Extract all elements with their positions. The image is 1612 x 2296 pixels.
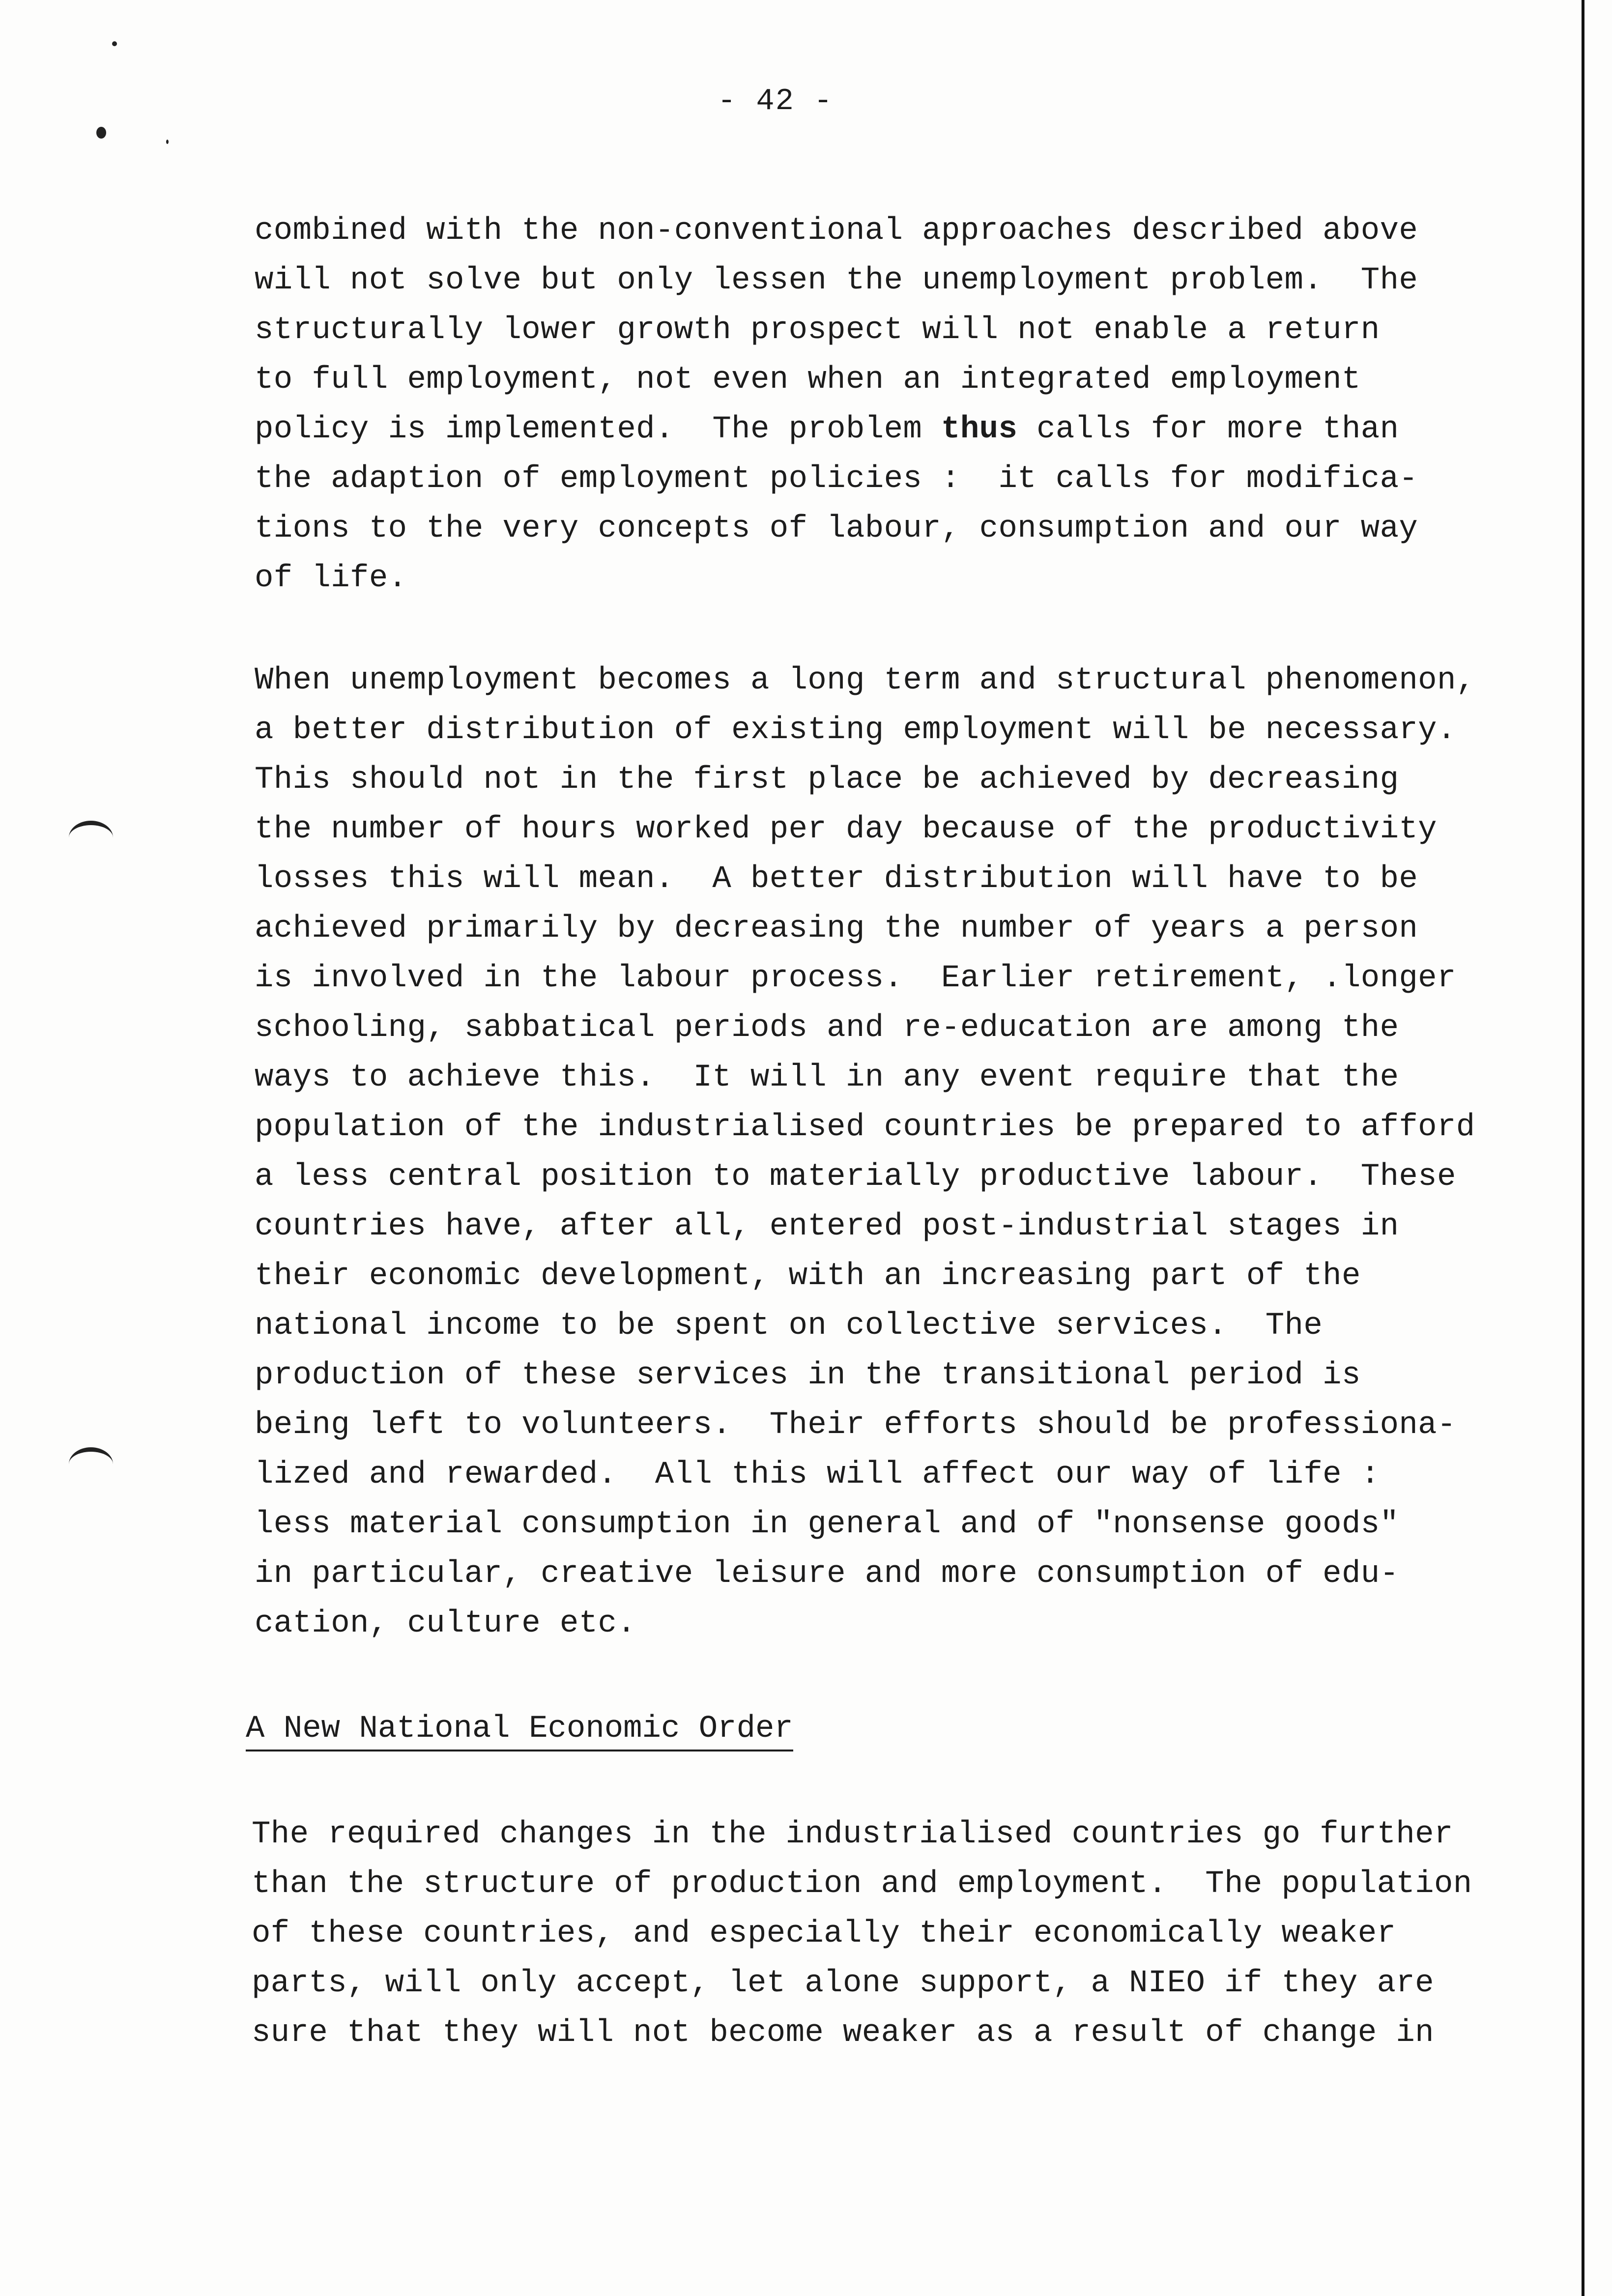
paragraph-3 bbox=[252, 1810, 1539, 2058]
text-line: than the structure of production and employment. The population bbox=[252, 1866, 1472, 1902]
text-line: This should not in the first place be achieved by decreasing bbox=[255, 762, 1399, 798]
text-line: tions to the very concepts of labour, consumption and our way bbox=[255, 511, 1418, 546]
text-line: of life. bbox=[255, 561, 407, 596]
text-line: cation, culture etc. bbox=[255, 1606, 636, 1641]
scan-speck bbox=[112, 41, 117, 46]
text-line: sure that they will not become weaker as a result of change in bbox=[252, 2015, 1434, 2051]
text-line: When unemployment becomes a long term and structural phenomenon, bbox=[255, 663, 1475, 698]
text-line: production of these services in the transitional period is bbox=[255, 1358, 1361, 1393]
text-segment: policy is implemented. The problem bbox=[255, 412, 942, 447]
text-line: of these countries, and especially their economically weaker bbox=[252, 1916, 1396, 1952]
punch-hole-mark bbox=[69, 1447, 113, 1481]
text-line: The required changes in the industrialised countries go further bbox=[252, 1817, 1453, 1852]
text-line: will not solve but only lessen the unemployment problem. The bbox=[255, 263, 1418, 298]
text-line: countries have, after all, entered post-industrial stages in bbox=[255, 1209, 1399, 1244]
text-line: the number of hours worked per day because of the productivity bbox=[255, 812, 1437, 847]
page-edge-border bbox=[1582, 0, 1584, 2296]
text-line: parts, will only accept, let alone support, a NIEO if they are bbox=[252, 1966, 1434, 2001]
bold-word: thus bbox=[941, 412, 1018, 447]
text-line: in particular, creative leisure and more consumption of edu- bbox=[255, 1556, 1399, 1592]
text-line: ways to achieve this. It will in any event require that the bbox=[255, 1060, 1399, 1095]
text-line: to full employment, not even when an integrated employment bbox=[255, 362, 1361, 398]
text-segment: calls for more than bbox=[1017, 412, 1399, 447]
page-number: - 42 - bbox=[718, 84, 834, 118]
text-line: achieved primarily by decreasing the number of years a person bbox=[255, 911, 1418, 947]
text-line: less material consumption in general and of "nonsense goods" bbox=[255, 1507, 1399, 1542]
text-line: losses this will mean. A better distribution will have to be bbox=[255, 861, 1418, 897]
scan-speck bbox=[166, 140, 169, 144]
text-line: structurally lower growth prospect will not enable a return bbox=[255, 313, 1380, 348]
text-line: a better distribution of existing employment will be necessary. bbox=[255, 713, 1456, 748]
text-line: being left to volunteers. Their efforts should be professiona- bbox=[255, 1407, 1456, 1443]
paragraph-1 bbox=[255, 206, 1542, 603]
punch-hole-mark bbox=[69, 821, 113, 855]
text-line: the adaption of employment policies : it calls for modifica- bbox=[255, 461, 1418, 497]
text-line: combined with the non-conventional approaches described above bbox=[255, 213, 1418, 249]
text-line: population of the industrialised countries be prepared to afford bbox=[255, 1110, 1475, 1145]
text-line: is involved in the labour process. Earlier retirement, .longer bbox=[255, 961, 1456, 996]
paragraph-2 bbox=[255, 656, 1542, 1649]
text-line bbox=[255, 405, 1542, 455]
text-line: a less central position to materially productive labour. These bbox=[255, 1159, 1456, 1195]
text-line: lized and rewarded. All this will affect our way of life : bbox=[255, 1457, 1380, 1492]
text-line: national income to be spent on collective services. The bbox=[255, 1308, 1323, 1344]
section-heading: A New National Economic Order bbox=[246, 1709, 793, 1751]
text-line: their economic development, with an increasing part of the bbox=[255, 1259, 1361, 1294]
scan-speck bbox=[96, 127, 106, 139]
text-line: schooling, sabbatical periods and re-education are among the bbox=[255, 1010, 1399, 1046]
